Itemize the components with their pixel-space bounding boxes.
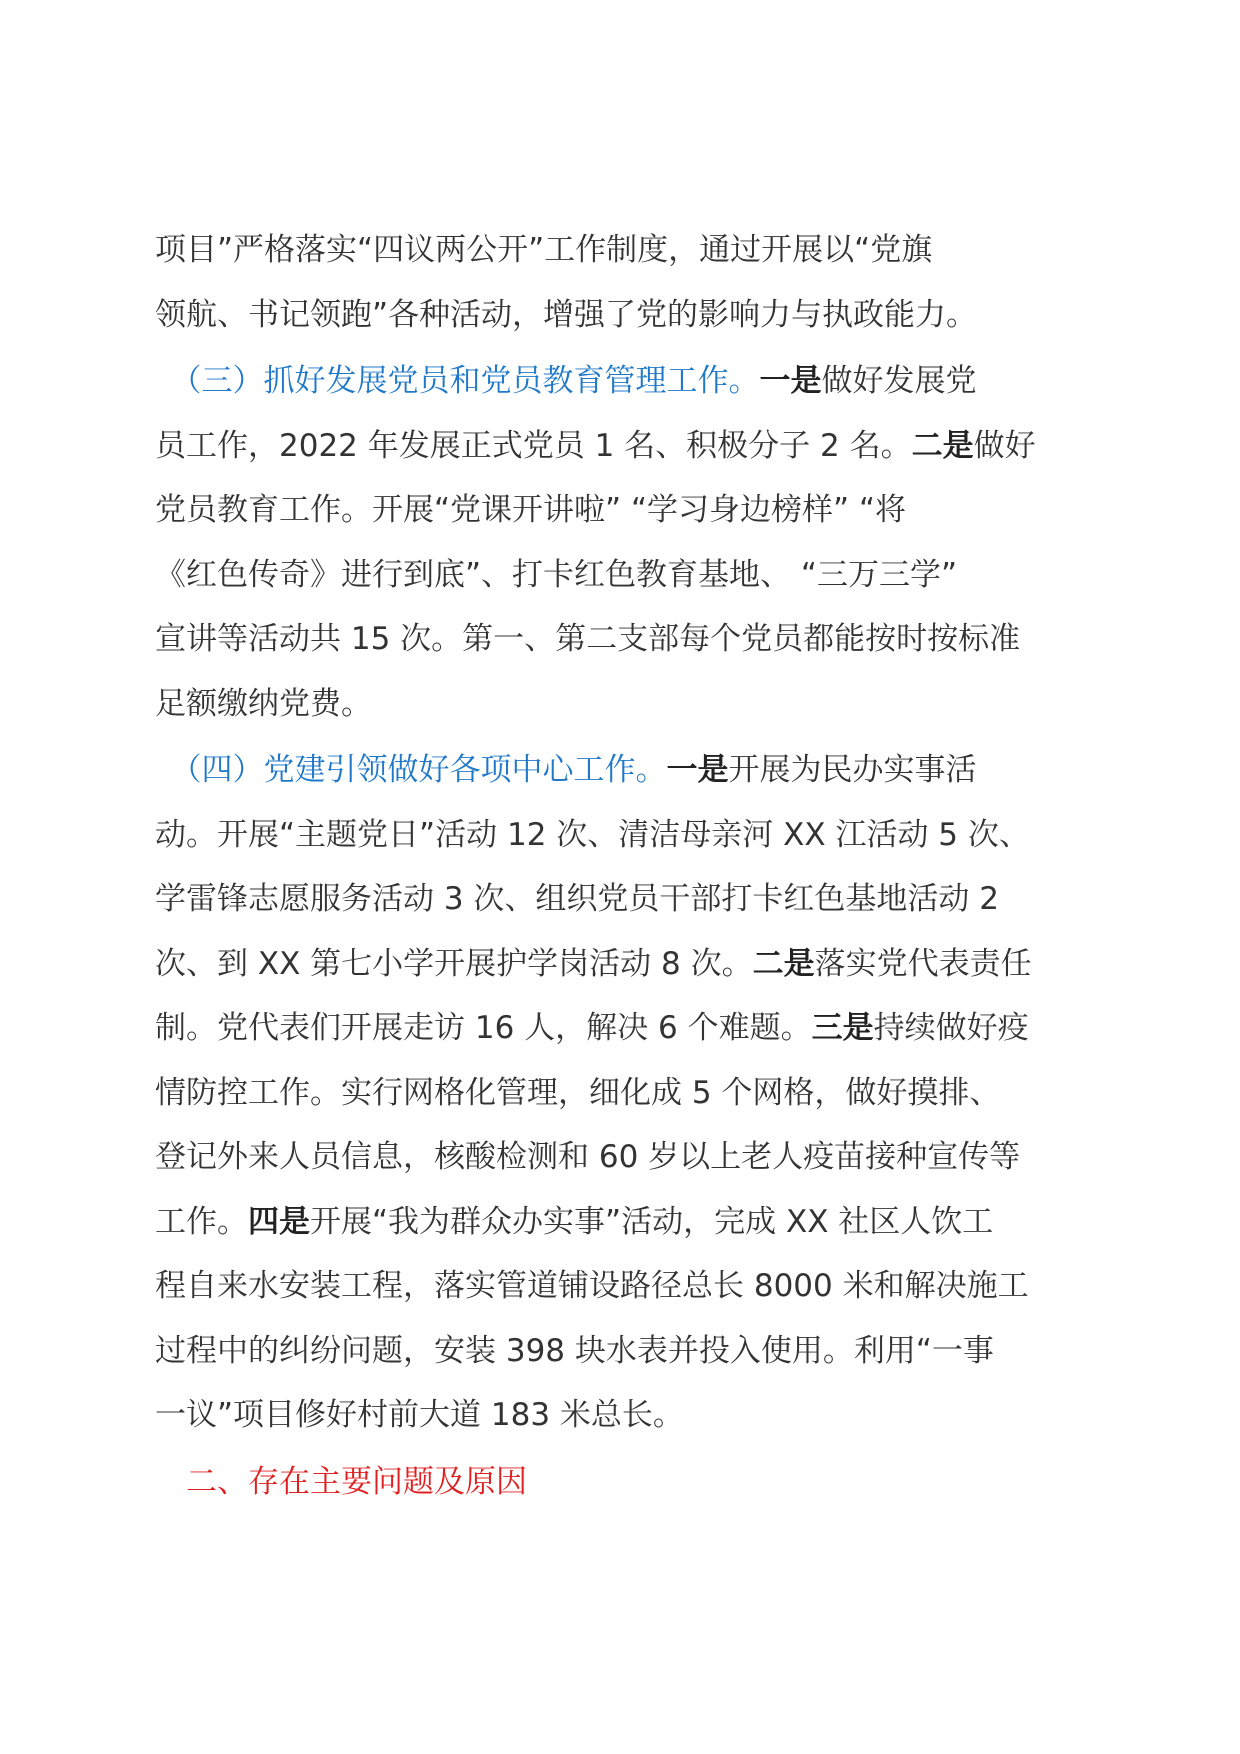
body-text: 员工作，2022 年发展正式党员 1 名、积极分子 2 名。: [155, 427, 912, 464]
text-line: [155, 283, 1090, 348]
text-line: [155, 1319, 1090, 1384]
text-line: [155, 1254, 1090, 1319]
text-line: [155, 543, 1090, 608]
paragraph: [155, 218, 1090, 347]
emphasis-label: 一是: [759, 363, 822, 399]
text-line: [155, 414, 1090, 479]
text-line: [155, 1061, 1090, 1126]
text-line: [155, 738, 1090, 803]
section-subheading: （四）党建引领做好各项中心工作。: [155, 752, 667, 788]
text-line: [155, 1125, 1090, 1190]
body-text: 登记外来人员信息，核酸检测和 60 岁以上老人疫苗接种宣传等: [155, 1139, 1021, 1175]
text-line: [155, 867, 1090, 932]
section-heading: 二、存在主要问题及原因: [155, 1463, 527, 1500]
emphasis-label: 三是: [811, 1010, 874, 1046]
body-text: 次、到 XX 第七小学开展护学岗活动 8 次。: [155, 945, 753, 982]
body-text: 一议”项目修好村前大道 183 米总长。: [155, 1397, 684, 1433]
paragraph: [155, 1450, 1090, 1515]
body-text: 情防控工作。实行网格化管理，细化成 5 个网格，做好摸排、: [155, 1074, 1001, 1111]
text-line: [155, 478, 1090, 543]
body-text: 党员教育工作。开展“党课开讲啦” “学习身边榜样” “将: [155, 492, 907, 528]
body-text: 开展“我为群众办实事”活动，完成 XX 社区人饮工: [310, 1203, 994, 1240]
text-line: [155, 932, 1090, 997]
paragraph: [155, 349, 1090, 736]
text-line: [155, 349, 1090, 414]
paragraph: [155, 738, 1090, 1448]
text-line: [155, 1190, 1090, 1255]
emphasis-label: 一是: [666, 752, 729, 788]
body-text: 足额缴纳党费。: [155, 685, 372, 722]
body-text: 程自来水安装工程，落实管道铺设路径总长 8000 米和解决施工: [155, 1268, 1029, 1304]
body-text: 落实党代表责任: [814, 945, 1032, 982]
body-text: 做好发展党: [821, 363, 977, 399]
text-line: [155, 672, 1090, 737]
emphasis-label: 二是: [911, 427, 974, 464]
body-text: 持续做好疫: [873, 1010, 1029, 1046]
text-line: [155, 218, 1090, 283]
body-text: 学雷锋志愿服务活动 3 次、组织党员干部打卡红色基地活动 2: [155, 881, 1000, 917]
body-text: 《红色传奇》进行到底”、打卡红色教育基地、 “三万三学”: [155, 556, 958, 593]
body-text: 做好: [973, 427, 1036, 464]
emphasis-label: 二是: [752, 945, 815, 982]
text-line: [155, 1383, 1090, 1448]
body-text: 宣讲等活动共 15 次。第一、第二支部每个党员都能按时按标准: [155, 621, 1021, 657]
body-text: 开展为民办实事活: [728, 752, 977, 788]
body-text: 工作。: [155, 1203, 248, 1240]
text-line: [155, 803, 1090, 868]
text-line: [155, 996, 1090, 1061]
body-text: 动。开展“主题党日”活动 12 次、清洁母亲河 XX 江活动 5 次、: [155, 816, 1030, 853]
body-text: 制。党代表们开展走访 16 人，解决 6 个难题。: [155, 1010, 812, 1046]
document-body: [155, 218, 1090, 1514]
text-line: [155, 1450, 1090, 1515]
section-subheading: （三）抓好发展党员和党员教育管理工作。: [155, 363, 760, 399]
emphasis-label: 四是: [248, 1203, 310, 1240]
text-line: [155, 607, 1090, 672]
body-text: 过程中的纠纷问题，安装 398 块水表并投入使用。利用“一事: [155, 1332, 994, 1369]
body-text: 领航、书记领跑”各种活动，增强了党的影响力与执政能力。: [155, 296, 978, 333]
body-text: 项目”严格落实“四议两公开”工作制度，通过开展以“党旗: [155, 232, 933, 268]
